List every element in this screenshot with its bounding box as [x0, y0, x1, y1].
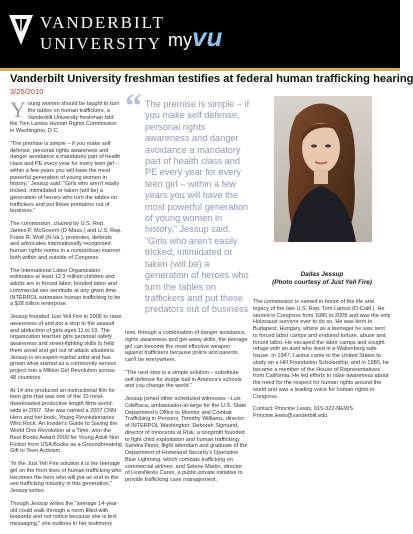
article-paragraph: The commission is named in honor of the life and legacy of the late U.S. Rep. Tom Lantos (D-Calif.). He served in Congress from 1980 to 2008 and was the only Holocaust survivor ever to do so. He was born in Budapest, Hungary, where as a teenager he was sent to forced labor camps and endured torture, abuse and forced labor. He escaped the labor camps and sought refuge with an aunt who lived in a Wallenberg safe house. In 1947, Lantos came to the United States to study on a Hill Foundation Scholarship, and in 1980, he became a member of the House of Representatives from California. He led efforts to raise awareness about the need for the respect for human rights around the world and was a leading voice for human rights in Congress.	[253, 299, 391, 400]
article-paragraph: Jessup joined other scheduled witnesses –Luis CdeBaca, ambassador-at-large for the U.S. State Department's Office to Monitor and Combat Trafficking in Persons; Timothy Williams, director of INTERPOL Washington; Deborah Sigmund, director of Innocents at Risk, a nonprofit founded to fight child exploitation and human trafficking; Sandra Florio, flight attendant and graduate of the Department of Homeland Security's Operation Blue Lightning, which combats trafficking on commercial airlines; and Selene Martin, director of LexisNexis Cares, a public-private initiative to provide trafficking case management.	[125, 396, 248, 483]
pullquote-mark-icon: “	[125, 88, 142, 125]
article-paragraph: Young women should be taught to turn the tables on human traffickers, a Vanderbilt University freshman told the Tom Lantos Human Rights Commission in Washington, D.C.	[10, 97, 120, 134]
article-column-2	[125, 330, 248, 490]
article-column-1	[10, 97, 122, 534]
brand-name-line2: UNIVERSITY	[40, 34, 162, 53]
article-paragraph: The International Labor Organization estimates at least 12.3 million children and adults are in forced labor, bonded labor and commercial sex servitude at any given time. INTERPOL estimates human trafficking to be a $28 billion enterprise.	[10, 267, 121, 308]
vanderbilt-oak-leaf-logo-icon[interactable]	[8, 14, 34, 46]
site-header	[0, 0, 400, 68]
article-paragraph: At 14 she produced an instructional film for teen girls that was one of the 10 most-downloaded productive length films world-wide in 2007. She was named a 2007 CNN Hero and her book, Young Revolutionaries Who Rock: An Insider's Guide to Saving the World One Revolution at a Time, won the Best Books Award 2009 for Young Adult Non Fiction from USA Books as a Groundbreaking Gift to Teen Activism.	[10, 387, 122, 455]
article-paragraph: The commission, chaired by U.S. Rep. James P. McGovern (D-Mass.) and U.S. Rep. Frank R. Wolf (R-Va.), promotes, defends and advocates internationally recognized human rights norms in a nonpartisan manner both within and outside of Congress.	[10, 221, 122, 261]
drop-cap: Y	[10, 97, 26, 122]
brand-name-line1: VANDERBILT	[40, 13, 165, 32]
contact-line: Contact: Princine Lewis, 615-322-NEWS	[253, 406, 353, 413]
article-paragraph: “In the Just Yell Fire solution it is the teenage girl on the front lines of human trafficking who becomes the hero who will put an end to the sex trafficking industry in this generation,” Jessup writes.	[10, 461, 122, 494]
article-paragraph: Jessup founded Just Yell Fire in 2006 to raise awareness of and put a stop to the assault and abduction of girls ages 11 to 19. The organization teaches girls personal safety awareness and street-fighting skills to help them avoid and get out of attack situations. Jessup is an expert martial artist and has grown what started as a community service project into a Million Girl Revolution across 48 countries.	[10, 314, 122, 381]
article-paragraph: “The premise is simple – if you make self defense, personal rights awareness and danger avoidance a mandatory part of health class and PE every year for every teen girl – within a few years you will have the most powerful generation of young women in history,” Jessup said. “Girls who aren't easily tricked, intimidated or taken (will be) a generation of heroes who turn the tables on traffickers and put these predators out of business.”	[10, 140, 121, 215]
article-paragraph: “The next step is a simple solution – substitute self defense for dodge ball in America's schools and you change the world.”	[125, 369, 242, 390]
article-title: Vanderbilt University freshman testifies at federal human trafficking hearing	[10, 73, 413, 85]
article-paragraph: how, through a combination of danger avoidance, rights awareness and get-away skills, the teenage girl can become the most effective weapon against traffickers because police and parents can't be everywhere.	[125, 330, 248, 363]
header-accent-bar	[0, 68, 400, 71]
dallas-jessup-photo	[274, 96, 372, 242]
myvu-prefix: my	[168, 30, 192, 50]
pullquote: The premise is simple – if you make self defense, personal rights awareness and danger avoidance a mandatory part of health class and PE every year for every teen girl – within a few years you will have the most powerful generation of young women in history,” Jessup said. “Girls who aren't easily tricked, intimidated or taken (will be) a generation of heroes who turn the tables on traffickers and put these predators out of business	[145, 99, 250, 315]
photo-caption-name: Dallas Jessup	[300, 271, 344, 278]
myvu-logo[interactable]	[168, 22, 222, 53]
article-date: 3/25/2010	[10, 87, 44, 96]
myvu-suffix: vu	[192, 22, 223, 52]
article-column-3	[253, 299, 391, 426]
contact-email-link[interactable]: Princine.lewis@vanderbilt.edu	[253, 413, 328, 419]
article-paragraph: Though Jessup writes the “average 14-year-old could walk through a room filled with leopards and not notice because she is text messaging,” she outlines in her testimony	[10, 500, 119, 527]
photo-caption-credit: (Photo courtesy of Just Yell Fire)	[272, 279, 372, 286]
